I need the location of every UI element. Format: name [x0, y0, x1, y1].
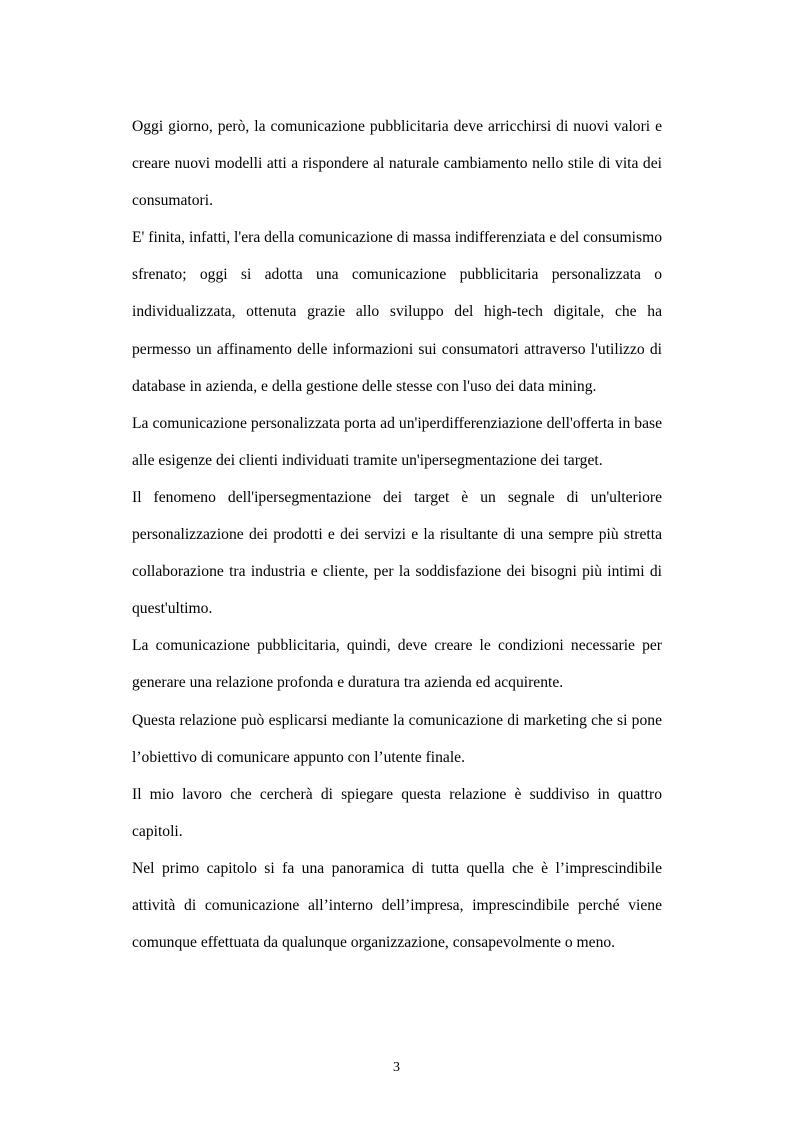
paragraph: La comunicazione pubblicitaria, quindi, deve creare le condizioni necessarie per generare una relazione profonda e duratura tra azienda ed acquirente. — [132, 637, 662, 692]
paragraph: Questa relazione può esplicarsi mediante la comunicazione di marketing che si pone l’obiettivo di comunicare appunto con l’utente finale. — [132, 711, 662, 766]
paragraph: La comunicazione personalizzata porta ad un'iperdifferenziazione dell'offerta in base alle esigenze dei clienti individuati tramite un'ipersegmentazione dei target. — [132, 414, 662, 469]
paragraph: Il mio lavoro che cercherà di spiegare questa relazione è suddiviso in quattro capitoli. — [132, 785, 662, 840]
paragraph: Nel primo capitolo si fa una panoramica di tutta quella che è l’imprescindibile attività di comunicazione all’interno dell’impresa, imprescindibile perché viene comunque effettuata da qualunque organizzazione, consapevolmente o meno. — [132, 859, 662, 952]
page-number: 3 — [393, 1060, 400, 1075]
paragraph: E' finita, infatti, l'era della comunicazione di massa indifferenziata e del consumismo sfrenato; oggi si adotta una comunicazione pubblicitaria personalizzata o individualizzata, ottenuta grazie allo sviluppo del high-tech digitale, che ha permesso un affinamento delle informazioni sui consumatori attraverso l'utilizzo di database in azienda, e della gestione delle stesse con l'uso dei data mining. — [132, 229, 662, 395]
paragraph: Il fenomeno dell'ipersegmentazione dei target è un segnale di un'ulteriore personalizzazione dei prodotti e dei servizi e la risultante di una sempre più stretta collaborazione tra industria e cliente, per la soddisfazione dei bisogni più intimi di quest'ultimo. — [132, 488, 662, 618]
body-text — [132, 108, 662, 961]
paragraph: Oggi giorno, però, la comunicazione pubblicitaria deve arricchirsi di nuovi valori e creare nuovi modelli atti a rispondere al naturale cambiamento nello stile di vita dei consumatori. — [132, 118, 662, 210]
